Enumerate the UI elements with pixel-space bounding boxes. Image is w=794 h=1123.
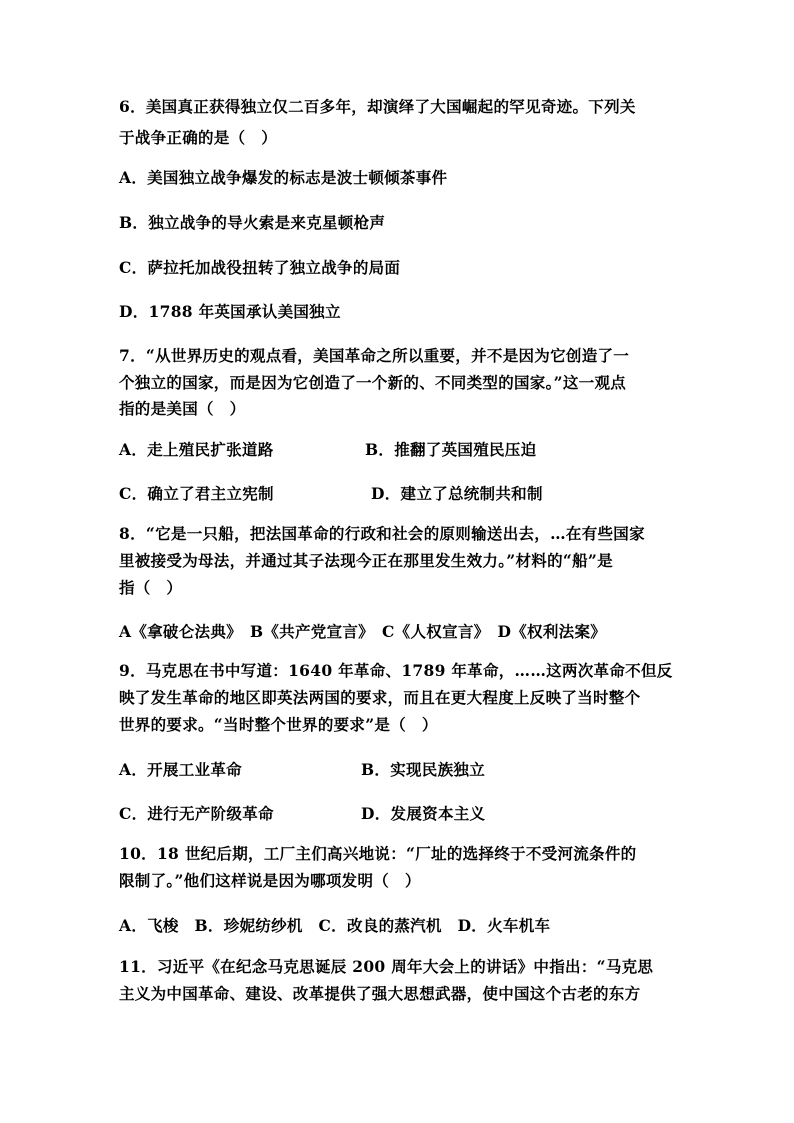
q6-option-d: D．1788 年英国承认美国独立 — [119, 302, 341, 321]
q6-option-b: B．独立战争的导火索是来克星顿枪声 — [119, 213, 386, 232]
q10-options: A．飞梭 B．珍妮纺纱机 C．改良的蒸汽机 D．火车机车 — [119, 916, 551, 935]
q8-stem-line1: 8．“它是一只船，把法国革命的行政和社会的原则输送出去，…在有些国家 — [119, 524, 645, 543]
q9-stem-line2: 映了发生革命的地区即英法两国的要求，而且在更大程度上反映了当时整个 — [119, 688, 641, 707]
q7-option-a: A．走上殖民扩张道路 — [119, 440, 274, 459]
q9-option-b: B．实现民族独立 — [361, 760, 486, 779]
q7-stem-line1: 7．“从世界历史的观点看，美国革命之所以重要，并不是因为它创造了一 — [119, 346, 630, 365]
q9-option-a: A．开展工业革命 — [119, 760, 242, 779]
q9-stem-line3: 世界的要求。“当时整个世界的要求”是（ ） — [119, 715, 438, 734]
q9-option-d: D．发展资本主义 — [361, 804, 486, 823]
q7-option-d: D．建立了总统制共和制 — [371, 484, 543, 503]
q6-option-a: A．美国独立战争爆发的标志是波士顿倾茶事件 — [119, 168, 448, 187]
q9-option-c: C．进行无产阶级革命 — [119, 804, 274, 823]
q8-options: A《拿破仑法典》 B《共产党宣言》 C《人权宣言》 D《权利法案》 — [119, 622, 607, 641]
q9-option-row1 — [119, 760, 486, 780]
q10-stem-line1: 10．18 世纪后期，工厂主们高兴地说：“厂址的选择终于不受河流条件的 — [119, 844, 637, 863]
q6-option-c: C．萨拉托加战役扭转了独立战争的局面 — [119, 258, 401, 277]
q6-stem-line2: 于战争正确的是（ ） — [119, 128, 278, 147]
q7-option-b: B．推翻了英国殖民压迫 — [365, 440, 537, 459]
q11-stem-line1: 11．习近平《在纪念马克思诞辰 200 周年大会上的讲话》中指出：“马克思 — [119, 957, 654, 976]
q6-stem-line1: 6．美国真正获得独立仅二百多年，却演绎了大国崛起的罕见奇迹。下列关 — [119, 97, 636, 116]
q9-stem-line1: 9．马克思在书中写道：1640 年革命、1789 年革命，……这两次革命不但反 — [119, 661, 673, 680]
q7-stem-line2: 个独立的国家，而是因为它创造了一个新的、不同类型的国家。”这一观点 — [119, 373, 627, 392]
q7-option-row1 — [119, 440, 537, 460]
q11-stem-line2: 主义为中国革命、建设、改革提供了强大思想武器，使中国这个古老的东方 — [119, 984, 641, 1003]
q7-option-row2 — [119, 484, 543, 504]
q8-stem-line2: 里被接受为母法，并通过其子法现今正在那里发生效力。”材料的“船”是 — [119, 551, 613, 570]
q8-stem-line3: 指（ ） — [119, 578, 183, 597]
q9-option-row2 — [119, 804, 486, 824]
q7-stem-line3: 指的是美国（ ） — [119, 399, 246, 418]
q7-option-c: C．确立了君主立宪制 — [119, 484, 274, 503]
q10-stem-line2: 限制了。”他们这样说是因为哪项发明（ ） — [119, 871, 421, 890]
